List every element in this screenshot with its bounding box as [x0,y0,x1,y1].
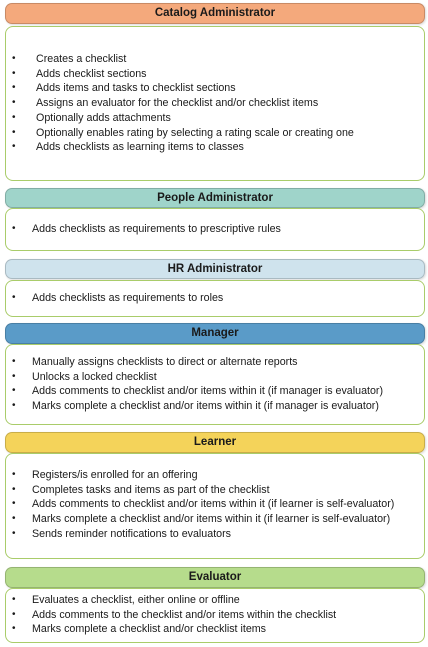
bullet-icon: • [12,53,16,64]
role-header-hr-administrator [5,259,425,279]
list-item-text: Manually assigns checklists to direct or alternate reports [32,356,298,368]
list-item-text: Adds comments to checklist and/or items within it (if learner is self-evaluator) [32,498,395,511]
list-item-text: Unlocks a locked checklist [32,370,157,383]
bullet-icon: • [12,483,16,495]
list-item-text: Registers/is enrolled for an offering [32,469,198,481]
bullet-icon: • [12,594,16,605]
list-item [12,52,424,67]
bullet-icon: • [12,623,16,635]
role-item-list [6,593,424,637]
bullet-icon: • [12,513,16,525]
bullet-icon: • [12,370,16,382]
role-title: Learner [193,436,237,448]
list-item-text: Adds checklists as requirements to roles [32,292,224,304]
role-body-learner [5,453,425,559]
list-item-text: Marks complete a checklist and/or checklist items [32,623,267,636]
list-item-text: Optionally adds attachments [36,111,171,124]
list-item-text: Marks complete a checklist and/or items within it (if learner is self-evaluator) [32,513,391,526]
bullet-icon: • [12,385,16,397]
role-header-evaluator [5,567,425,588]
list-item-text: Adds items and tasks to checklist sections [36,82,236,95]
list-item [12,140,424,155]
role-item-list [6,468,424,542]
role-title: Manager [191,327,239,339]
list-item-text: Adds comments to checklist and/or items within it (if manager is evaluator) [32,385,384,398]
list-item-text: Creates a checklist [36,53,127,65]
role-title: Catalog Administrator [154,7,276,19]
role-body-catalog-administrator [5,26,425,181]
list-item [12,291,424,306]
bullet-icon: • [12,111,16,123]
list-item [12,497,424,512]
list-item [12,593,424,608]
list-item-text: Evaluates a checklist, either online or offline [32,594,240,606]
list-item-text: Assigns an evaluator for the checklist and/or checklist items [36,97,319,110]
list-item-text: Completes tasks and items as part of the checklist [32,483,270,496]
bullet-icon: • [12,498,16,510]
bullet-icon: • [12,97,16,109]
list-item [12,370,424,385]
list-item [12,512,424,527]
bullet-icon: • [12,400,16,412]
bullet-icon: • [12,141,16,153]
list-item [12,355,424,370]
role-header-people-administrator [5,188,425,208]
list-item [12,468,424,483]
list-item-text: Adds checklists as requirements to prescriptive rules [32,223,281,235]
role-header-catalog-administrator [5,3,425,24]
list-item-text: Marks complete a checklist and/or items within it (if manager is evaluator) [32,400,379,413]
list-item [12,399,424,414]
role-item-list [6,291,424,306]
role-header-manager [5,323,425,344]
role-body-people-administrator [5,208,425,251]
role-title: Evaluator [188,571,242,583]
list-item-text: Sends reminder notifications to evaluators [32,527,232,540]
list-item [12,608,424,623]
role-header-learner [5,432,425,453]
list-item-text: Adds checklist sections [36,67,147,80]
list-item [12,67,424,82]
list-item [12,384,424,399]
bullet-icon: • [12,82,16,94]
bullet-icon: • [12,608,16,620]
list-item-text: Optionally enables rating by selecting a rating scale or creating one [36,126,354,139]
list-item [12,81,424,96]
bullet-icon: • [12,469,16,480]
bullet-icon: • [12,527,16,539]
list-item [12,222,424,237]
bullet-icon: • [12,126,16,138]
list-item [12,96,424,111]
role-body-hr-administrator [5,280,425,317]
list-item [12,111,424,126]
list-item-text: Adds checklists as learning items to classes [36,141,244,154]
role-title: HR Administrator [167,263,263,275]
list-item [12,126,424,141]
bullet-icon: • [12,292,16,303]
role-body-evaluator [5,588,425,643]
role-title: People Administrator [157,192,273,204]
bullet-icon: • [12,223,16,234]
list-item [12,483,424,498]
list-item [12,622,424,637]
role-item-list [6,222,424,237]
list-item [12,527,424,542]
role-item-list [6,52,424,155]
role-body-manager [5,344,425,425]
role-item-list [6,355,424,414]
bullet-icon: • [12,356,16,367]
list-item-text: Adds comments to the checklist and/or items within the checklist [32,608,337,621]
bullet-icon: • [12,67,16,79]
